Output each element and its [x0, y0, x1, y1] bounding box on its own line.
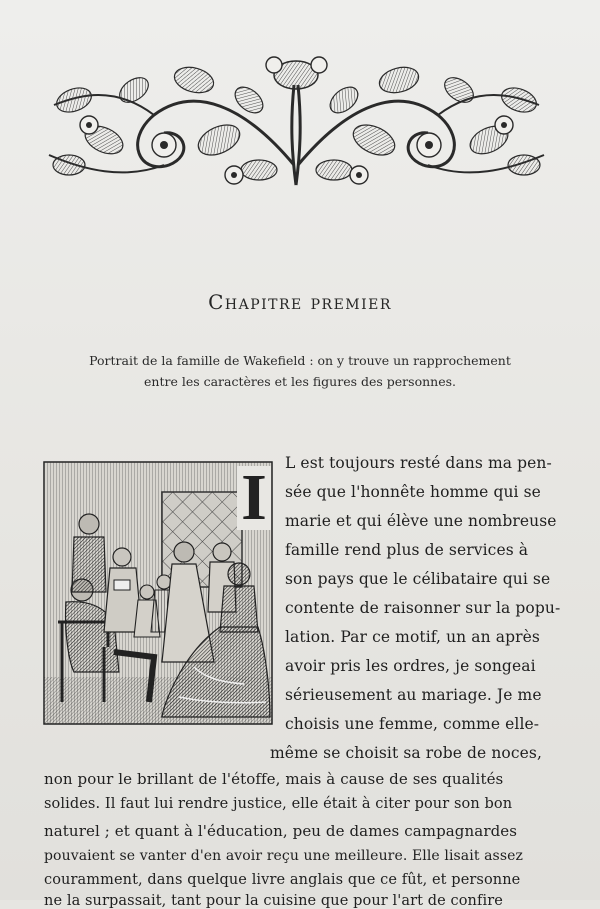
body-text-line: sérieusement au mariage. Je me: [285, 686, 542, 704]
body-text-line: naturel ; et quant à l'éducation, peu de dames campagnardes: [44, 822, 518, 840]
body-text-line: contente de raisonner sur la popu-: [285, 599, 561, 617]
drop-cap-initial: I: [237, 466, 271, 530]
body-text-line: avoir pris les ordres, je songeai: [285, 657, 536, 675]
body-text-line: sée que l'honnête homme qui se: [285, 483, 541, 501]
chapter-summary: [60, 350, 540, 392]
body-text-line: non pour le brillant de l'étoffe, mais à cause de ses qualités: [44, 770, 504, 788]
body-text-line: ne la surpassait, tant pour la cuisine que pour l'art de confire: [44, 893, 503, 909]
body-text-line: son pays que le célibataire qui se: [285, 570, 551, 588]
floral-headpiece-ornament: [44, 45, 549, 190]
body-text-line: L est toujours resté dans ma pen-: [285, 454, 552, 472]
body-text-line: choisis une femme, comme elle-: [285, 715, 540, 733]
body-text-line: solides. Il faut lui rendre justice, elle était à citer pour son bon: [44, 796, 513, 812]
body-text-line: couramment, dans quelque livre anglais que ce fût, et personne: [44, 872, 521, 888]
body-text-line: lation. Par ce motif, un an après: [285, 628, 540, 646]
chapter-title: Chapitre premier: [208, 290, 392, 314]
body-text-line: marie et qui élève une nombreuse: [285, 512, 557, 530]
chapter-summary-line: Portrait de la famille de Wakefield : on y trouve un rapprochement: [89, 353, 511, 368]
body-text-line: même se choisit sa robe de noces,: [270, 744, 542, 762]
body-text-line: famille rend plus de services à: [285, 541, 529, 559]
chapter-summary-line: entre les caractères et les figures des personnes.: [144, 374, 456, 389]
body-text-line: pouvaient se vanter d'en avoir reçu une meilleure. Elle lisait assez: [44, 848, 523, 864]
